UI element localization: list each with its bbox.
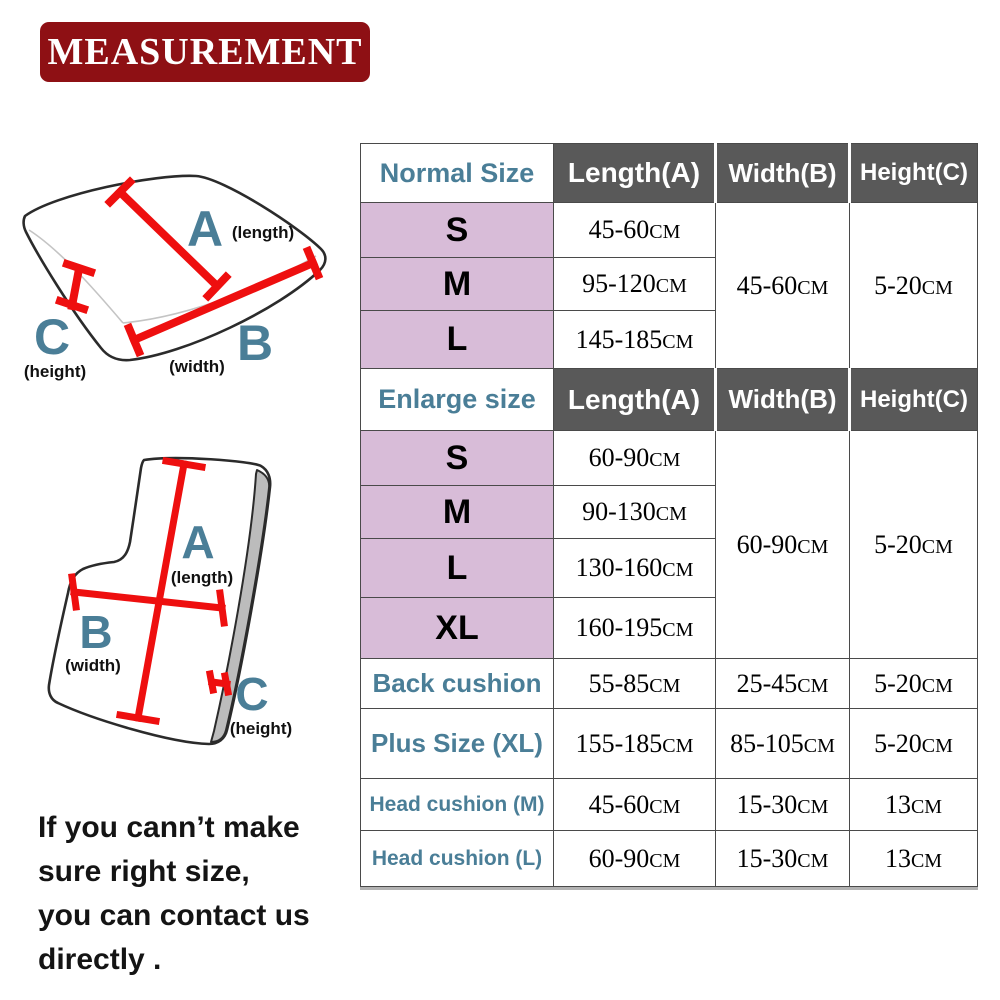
- width-value: 45-60CM: [716, 203, 850, 369]
- length-value: 130-160CM: [554, 539, 716, 598]
- back-label-width: (width): [65, 656, 121, 675]
- size-cell: XL: [361, 598, 554, 659]
- note-line: you can contact us: [38, 899, 310, 932]
- length-value: 145-185CM: [554, 311, 716, 369]
- length-value: 45-60CM: [554, 779, 716, 831]
- height-value: 5-20CM: [850, 659, 978, 709]
- normal-size-title: Normal Size: [361, 144, 554, 203]
- length-value: 60-90CM: [554, 831, 716, 887]
- seat-label-c: C: [33, 309, 71, 365]
- height-value: 13CM: [850, 831, 978, 887]
- note-line: If you cann’t make: [38, 811, 300, 844]
- enlarge-col-height: Height(C): [850, 369, 978, 431]
- enlarge-header-row: [361, 369, 978, 431]
- size-cell: M: [361, 486, 554, 539]
- size-cell: S: [361, 431, 554, 486]
- size-cell: M: [361, 258, 554, 311]
- length-value: 90-130CM: [554, 486, 716, 539]
- normal-col-length: Length(A): [554, 144, 716, 203]
- back-label-a: A: [181, 516, 215, 568]
- width-value: 25-45CM: [716, 659, 850, 709]
- enlarge-size-title: Enlarge size: [361, 369, 554, 431]
- back-label-height: (height): [229, 719, 293, 738]
- length-value: 160-195CM: [554, 598, 716, 659]
- page-title: MEASUREMENT: [47, 31, 363, 73]
- width-value: 15-30CM: [716, 779, 850, 831]
- table-row: [361, 659, 978, 709]
- seat-label-width: (width): [169, 357, 225, 376]
- table-row: [361, 709, 978, 779]
- enlarge-col-width: Width(B): [716, 369, 850, 431]
- length-value: 95-120CM: [554, 258, 716, 311]
- row-label: Head cushion (M): [361, 779, 554, 831]
- height-value: 13CM: [850, 779, 978, 831]
- back-cushion-diagram: [30, 430, 350, 765]
- seat-cushion-diagram: [10, 150, 350, 400]
- table-row: [361, 831, 978, 887]
- note-line: directly .: [38, 943, 162, 976]
- size-cell: L: [361, 539, 554, 598]
- height-value: 5-20CM: [850, 431, 978, 659]
- normal-col-height: Height(C): [850, 144, 978, 203]
- normal-header-row: [361, 144, 978, 203]
- height-value: 5-20CM: [850, 203, 978, 369]
- size-table: [360, 143, 978, 887]
- row-label: Plus Size (XL): [361, 709, 554, 779]
- height-value: 5-20CM: [850, 709, 978, 779]
- enlarge-col-length: Length(A): [554, 369, 716, 431]
- size-cell: S: [361, 203, 554, 258]
- size-cell: L: [361, 311, 554, 369]
- seat-label-b: B: [236, 315, 274, 371]
- table-row: [361, 431, 978, 486]
- back-label-length: (length): [170, 568, 234, 587]
- title-banner: [40, 22, 370, 82]
- seat-label-height: (height): [23, 362, 87, 381]
- length-value: 155-185CM: [554, 709, 716, 779]
- length-value: 45-60CM: [554, 203, 716, 258]
- seat-label-length: (length): [231, 223, 295, 242]
- normal-col-width: Width(B): [716, 144, 850, 203]
- contact-note: [38, 806, 368, 982]
- length-value: 55-85CM: [554, 659, 716, 709]
- note-line: sure right size,: [38, 855, 250, 888]
- back-label-c: C: [235, 668, 269, 720]
- seat-label-a: A: [186, 201, 224, 257]
- table-row: [361, 779, 978, 831]
- width-value: 85-105CM: [716, 709, 850, 779]
- length-value: 60-90CM: [554, 431, 716, 486]
- back-label-b: B: [79, 606, 113, 658]
- width-value: 15-30CM: [716, 831, 850, 887]
- table-row: [361, 203, 978, 258]
- row-label: Back cushion: [361, 659, 554, 709]
- width-value: 60-90CM: [716, 431, 850, 659]
- row-label: Head cushion (L): [361, 831, 554, 887]
